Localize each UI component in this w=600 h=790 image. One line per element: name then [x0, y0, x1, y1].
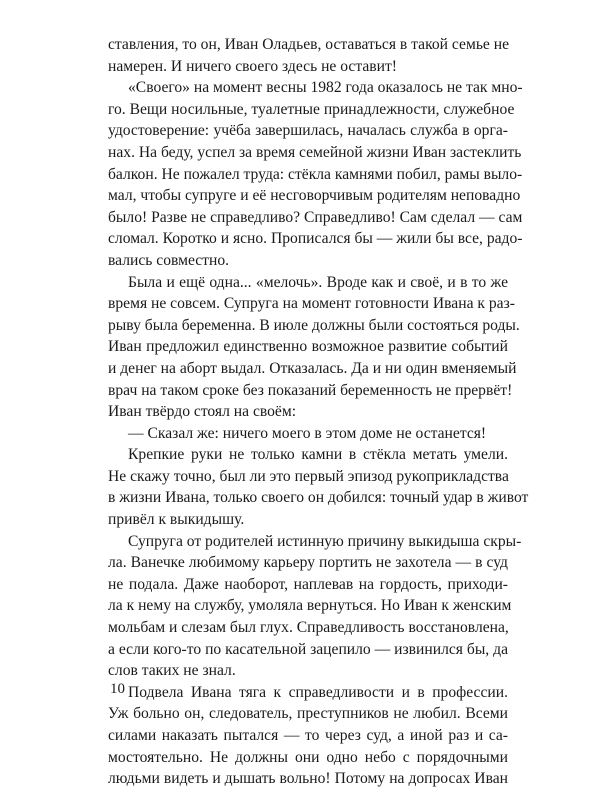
text-line: мольбам и слезам был глух. Справедливость восстановлена,	[108, 619, 509, 637]
text-line: — Сказал же: ничего моего в этом доме не останется!	[128, 424, 487, 442]
text-line: Не скажу точно, был ли это первый эпизод рукоприкладства	[108, 467, 509, 485]
text-line: вались совместно.	[108, 251, 230, 269]
text-line: было! Разве не справедливо? Справедливо! Сам сделал — сам	[108, 208, 523, 226]
text-line: а если кого-то по касательной зацепило — извинился бы, да	[108, 640, 508, 658]
text-line: мал, чтобы супруге и её несговорчивым родителям неповадно	[108, 187, 521, 205]
text-line: не подала. Даже наоборот, наплевав на гордость, приходи-	[108, 575, 508, 593]
text-line: балкон. Не пожалел труда: стёкла камнями побил, рамы выло-	[108, 165, 523, 183]
page-body-text	[108, 34, 529, 790]
text-line: и денег на аборт выдал. Отказалась. Да и ни один вменяемый	[108, 359, 517, 377]
text-line: Иван твёрдо стоял на своём:	[108, 403, 297, 421]
text-line: намерен. И ничего своего здесь не оставит!	[108, 57, 397, 75]
text-line: Иван предложил единственно возможное развитие событий	[108, 338, 508, 356]
text-line: слов таких не знал.	[108, 662, 236, 680]
text-line: Крепкие руки не только камни в стёкла метать умели.	[128, 446, 508, 464]
text-line: силами наказать пытался — то через суд, а иной раз и са-	[108, 727, 508, 744]
text-line: ла к нему на службу, умоляла вернуться. Но Иван к женским	[108, 597, 512, 615]
text-line: «Своего» на момент весны 1982 года оказалось не так мно-	[128, 79, 523, 97]
text-line: го. Вещи носильные, туалетные принадлежности, служебное	[108, 100, 515, 118]
text-line: людьми видеть и дышать вольно! Потому на допросах Иван	[108, 770, 508, 788]
text-line: Подвела Ивана тяга к справедливости и в профессии.	[128, 683, 508, 701]
text-line: Была и ещё одна... «мелочь». Вроде как и своё, и в то же	[128, 273, 508, 291]
text-line: привёл к выкидышу.	[108, 511, 245, 529]
text-line: Супруга от родителей истинную причину выкидыша скры-	[128, 532, 522, 550]
text-line: ла. Ванечке любимому карьеру портить не захотела — в суд	[108, 554, 508, 572]
text-line: Уж больно он, следователь, преступников не любил. Всеми	[108, 705, 508, 723]
text-line: мостоятельно. Не должны они одно небо с порядочными	[108, 748, 508, 766]
text-line: ставления, то он, Иван Оладьев, оставаться в такой семье не	[108, 36, 510, 53]
text-line: нах. На беду, успел за время семейной жизни Иван застеклить	[108, 143, 522, 161]
text-line: врач на таком сроке без показаний беременность не прервёт!	[108, 381, 513, 399]
text-line: сломал. Коротко и ясно. Прописался бы — жили бы все, радо-	[108, 230, 523, 248]
page-number: 10	[110, 681, 125, 697]
text-line: время не совсем. Супруга на момент готовности Ивана к раз-	[108, 295, 515, 313]
text-line: удостоверение: учёба завершилась, началась служба в орга-	[108, 122, 508, 140]
text-line: рыву была беременна. В июле должны были состояться роды.	[108, 316, 520, 334]
text-line: в жизни Ивана, только своего он добился: точный удар в живот	[108, 489, 529, 507]
